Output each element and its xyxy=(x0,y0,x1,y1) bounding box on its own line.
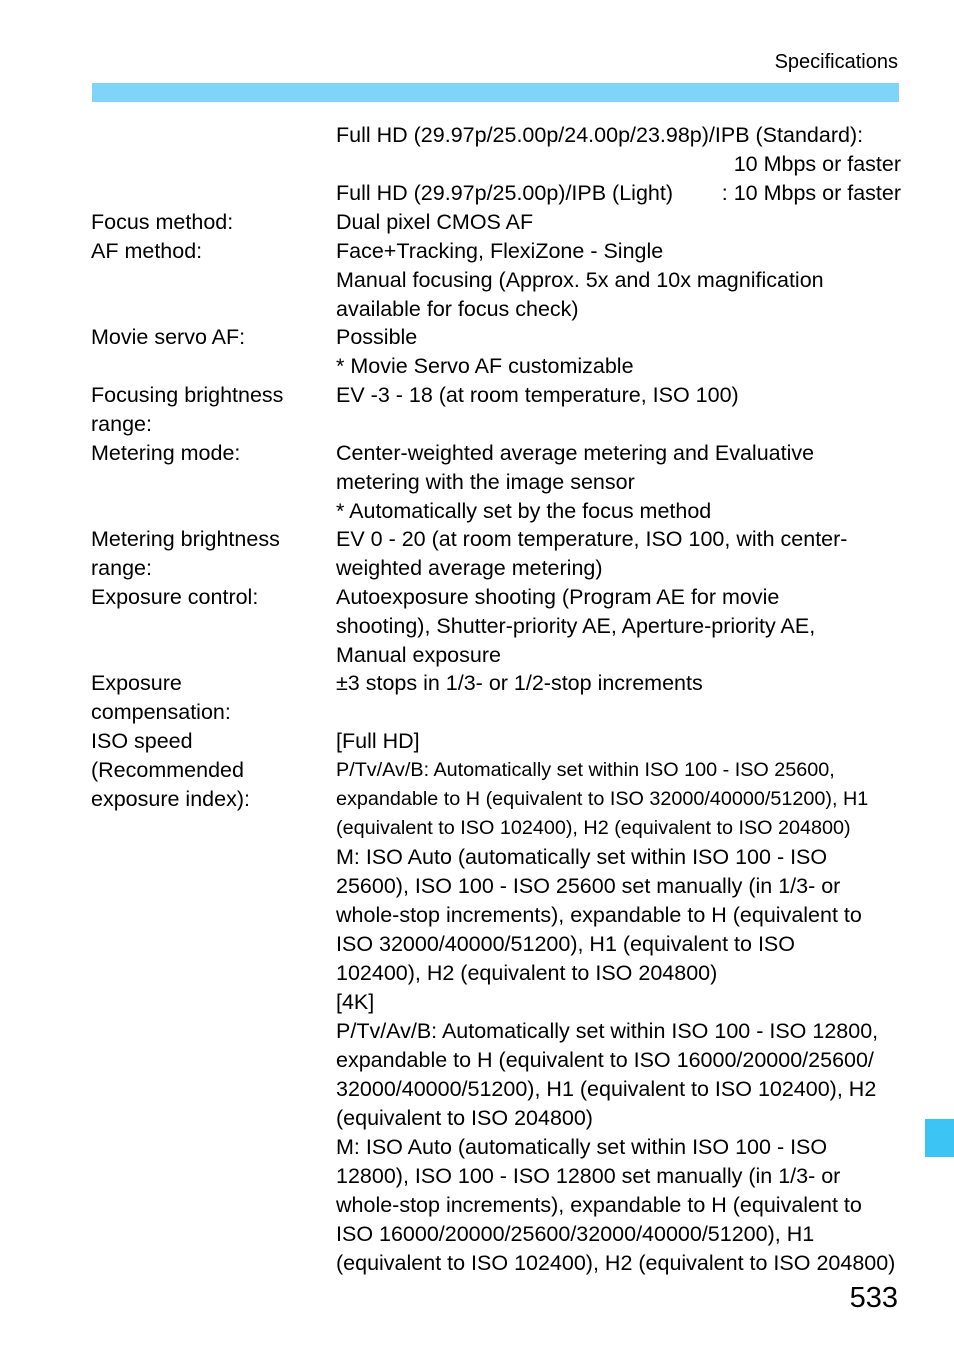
spec-value-line: ±3 stops in 1/3- or 1/2-stop increments xyxy=(336,671,703,695)
spec-label: Focusing brightness range: xyxy=(91,383,284,436)
bitrate-full-hd-light-rate: : 10 Mbps or faster xyxy=(721,181,901,205)
spec-value-line: whole-stop increments), expandable to H (equivalent to xyxy=(336,1193,862,1217)
spec-value-line: P/Tv/Av/B: Automatically set within ISO 100 - ISO 12800, xyxy=(336,1019,879,1043)
spec-value-line: (equivalent to ISO 102400), H2 (equivalent to ISO 204800) xyxy=(336,1251,896,1275)
spec-value xyxy=(336,669,901,698)
spec-value-line: available for focus check) xyxy=(336,297,579,321)
spec-value-line: ISO 16000/20000/25600/32000/40000/51200), H1 xyxy=(336,1222,815,1246)
spec-label: Movie servo AF: xyxy=(91,325,246,349)
bitrate-full-hd-standard: Full HD (29.97p/25.00p/24.00p/23.98p)/IPB (Standard): xyxy=(336,123,864,147)
spec-value-line: EV -3 - 18 (at room temperature, ISO 100) xyxy=(336,383,739,407)
spec-value xyxy=(336,323,901,381)
spec-value xyxy=(336,439,901,526)
spec-value xyxy=(336,583,901,670)
spec-footnote: * Movie Servo AF customizable xyxy=(336,354,634,378)
spec-value-line: M: ISO Auto (automatically set within ISO 100 - ISO xyxy=(336,1135,828,1159)
spec-value-line: Manual focusing (Approx. 5x and 10x magnification xyxy=(336,268,824,292)
spec-label: ISO speed (Recommended exposure index): xyxy=(91,729,250,811)
spec-value-line: metering with the image sensor xyxy=(336,470,635,494)
spec-label: AF method: xyxy=(91,239,203,263)
spec-subheading-full-hd: [Full HD] xyxy=(336,729,420,753)
page-number: 533 xyxy=(849,1282,898,1314)
spec-label: Metering brightness range: xyxy=(91,527,280,580)
spec-value-line: whole-stop increments), expandable to H (equivalent to xyxy=(336,903,862,927)
spec-value-line: Center-weighted average metering and Evaluative xyxy=(336,441,815,465)
chapter-tab xyxy=(925,1119,954,1157)
spec-value-line: (equivalent to ISO 102400), H2 (equivalent to ISO 204800) xyxy=(336,817,851,839)
spec-label: Exposure control: xyxy=(91,585,259,609)
spec-value-line: shooting), Shutter-priority AE, Aperture-priority AE, xyxy=(336,614,816,638)
spec-value xyxy=(336,727,901,1278)
spec-value xyxy=(336,237,901,324)
spec-value-line: EV 0 - 20 (at room temperature, ISO 100, with center- xyxy=(336,527,848,551)
spec-value xyxy=(336,208,901,237)
spec-value-line: ISO 32000/40000/51200), H1 (equivalent to ISO xyxy=(336,932,795,956)
spec-label: Focus method: xyxy=(91,210,234,234)
spec-footnote: * Automatically set by the focus method xyxy=(336,499,712,523)
bitrate-full-hd-standard-rate: 10 Mbps or faster xyxy=(733,152,901,176)
spec-label: Exposure compensation: xyxy=(91,671,231,724)
header-bar xyxy=(92,83,899,102)
spec-value-line: 12800), ISO 100 - ISO 12800 set manually (in 1/3- or xyxy=(336,1164,841,1188)
bitrate-full-hd-light: Full HD (29.97p/25.00p)/IPB (Light) xyxy=(336,181,673,205)
spec-value-line: Autoexposure shooting (Program AE for movie xyxy=(336,585,780,609)
spec-subheading-4k: [4K] xyxy=(336,990,375,1014)
spec-value-line: 32000/40000/51200), H1 (equivalent to ISO 102400), H2 xyxy=(336,1077,877,1101)
spec-value-line: Manual exposure xyxy=(336,643,501,667)
spec-value-line: P/Tv/Av/B: Automatically set within ISO 100 - ISO 25600, xyxy=(336,759,835,781)
spec-value-line: (equivalent to ISO 204800) xyxy=(336,1106,593,1130)
spec-value xyxy=(336,381,901,410)
spec-value-line: 25600), ISO 100 - ISO 25600 set manually (in 1/3- or xyxy=(336,874,841,898)
spec-value-line: weighted average metering) xyxy=(336,556,603,580)
bitrate-full-hd-light-line xyxy=(336,179,901,208)
spec-value-line: expandable to H (equivalent to ISO 16000/20000/25600/ xyxy=(336,1048,874,1072)
spec-value-line: Dual pixel CMOS AF xyxy=(336,210,534,234)
spec-value xyxy=(336,525,901,583)
spec-value-line: Possible xyxy=(336,325,418,349)
spec-value-line: M: ISO Auto (automatically set within ISO 100 - ISO xyxy=(336,845,828,869)
bitrate-values xyxy=(336,121,901,208)
spec-value-line: Face+Tracking, FlexiZone - Single xyxy=(336,239,664,263)
spec-value-line: 102400), H2 (equivalent to ISO 204800) xyxy=(336,961,718,985)
section-title: Specifications xyxy=(774,51,898,73)
spec-label: Metering mode: xyxy=(91,441,241,465)
spec-value-line: expandable to H (equivalent to ISO 32000/40000/51200), H1 xyxy=(336,788,869,810)
